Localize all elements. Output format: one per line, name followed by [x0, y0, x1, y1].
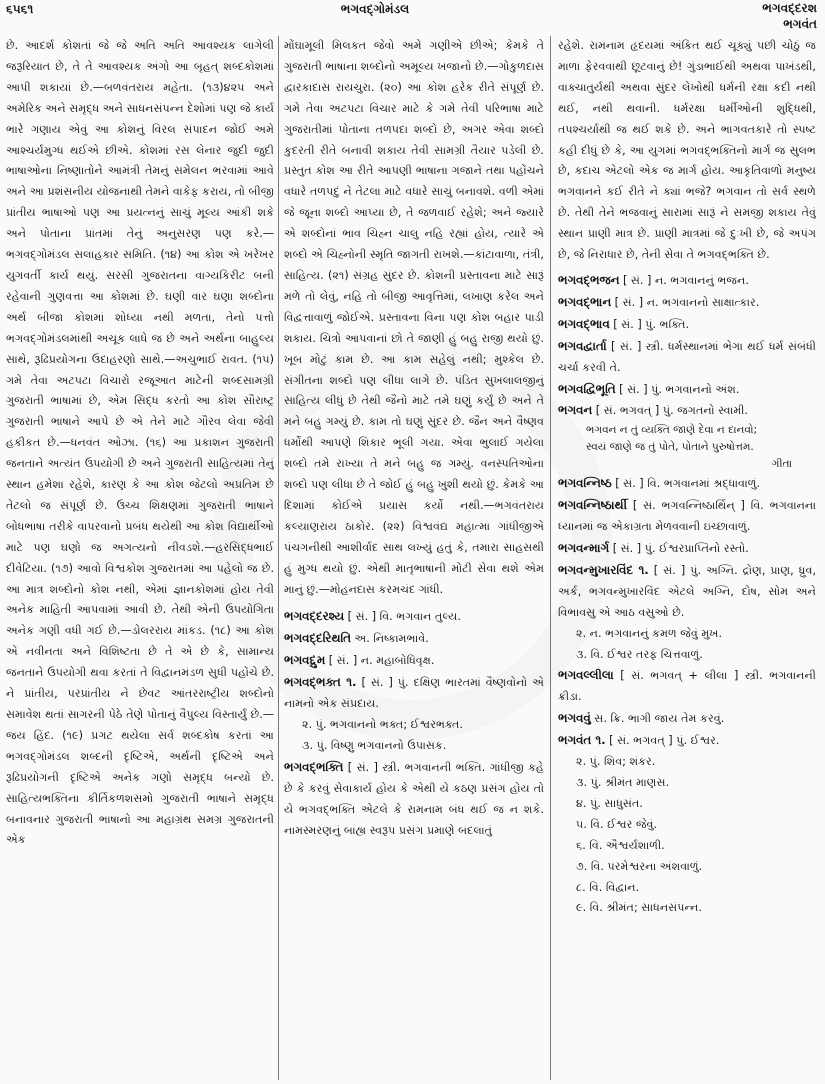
dictionary-entry [558, 665, 816, 708]
entry-definition: [ સં. ] સ્ત્રી. ધર્મસ્થાનમાં ભેગા થઈ ધર્મ સંબંધી ચર્ચા કરવી તે. [558, 339, 816, 374]
dictionary-entry [558, 400, 816, 422]
entry-headword: ભગવદ્ભાવ [558, 316, 610, 331]
dictionary-entry [558, 708, 816, 730]
running-title: ભગવદ્ગોમંડલ [340, 2, 410, 16]
entry-definition: સ. ક્રિ. ભાગી જાય તેમ કરવું. [590, 712, 725, 726]
dictionary-entry [284, 715, 544, 736]
entry-definition: ૩. પું. શ્રીમંત માણસ. [576, 776, 670, 789]
dictionary-entry [558, 794, 816, 815]
entry-definition: [ સં. ] વિ. ભગવાન તુલ્ય. [344, 610, 461, 624]
entry-headword: ભગવદ્ભાન [558, 294, 612, 309]
dictionary-entry [558, 538, 816, 560]
entry-definition: અ. નિષ્કામભાવે. [350, 632, 429, 646]
entry-definition: [ સં. ] પું. ઈશ્વરપ્રાપ્તિનો રસ્તો. [609, 542, 749, 556]
entry-headword: ભગવદ્ભજન [558, 272, 620, 287]
entry-definition: ૨. પું. શિવ; શંકર. [576, 755, 656, 769]
page-number: ૬૫૬૧ [6, 2, 34, 16]
dictionary-entry [558, 857, 816, 878]
dictionary-entry [558, 878, 816, 899]
entry-definition: [ સં. ] પું. ભક્તિ. [609, 317, 690, 331]
entry-definition: ૭. વિ. પરમેશ્વરના અંશવાળું. [576, 859, 703, 873]
entry-headword: ભગવન્નિષ્ઠાર્થી [558, 498, 627, 513]
entry-headword: ભગવલ્લીલા [558, 668, 614, 683]
dictionary-entry [558, 624, 816, 645]
dictionary-entry [558, 645, 816, 666]
verse-line-2: સ્વયં જાણે જ તું પોતે, પોતાને પુરુષોત્તમ. [586, 441, 754, 454]
column-3-entries [558, 270, 816, 422]
entry-definition: [ સં. ] ન. ભગવાનનો સાક્ષાત્કાર. [611, 295, 760, 309]
entry-definition: [ સં. ભગવત્ ] પું. જગતનો સ્વામી. [592, 404, 748, 418]
dictionary-entry [558, 379, 816, 401]
entry-definition: [ સં. ભગવત્ ] પું. ઈશ્વર. [605, 734, 720, 748]
entry-definition: [ સં. ભગવન્નિષ્ઠાર્થિન્ ] વિ. ભગવાનના ધ્યાનમાં જ એકાગ્રતા મેળવવાની ઇચ્છાવાળું. [558, 499, 816, 534]
dictionary-entry [558, 730, 816, 752]
entry-headword: ભગવદ્વાર્તા [558, 338, 607, 353]
dictionary-entry [558, 495, 816, 538]
column-1-text: છે. આદર્શ કોશતાં જે જે અતિ અતિ આવશ્યક લાગેલી જરૂરિયાત છે, તે તે આવશ્યક અંગો આ બૃહત્ શબ્દકોશમાં આપી શકાયાં છે.—બળવંતરાય મહેતા. (૧૩)૪૨૫ અને અમેરિક અને સમૃદ્ધ અને સાધનસંપન્ન દેશોમાં પણ જે કાર્ય ભારે ગણાય એવું આ કોશનું વિરલ સંપાદન જોઈ અમે આશ્ચર્યમુગ્ધ થઈએ છીએ. કોશમાં રસ લેનાર જુદી જુદી ભાષાઓના નિષ્ણાતોને આમંત્રી તેમનું સમેલન ભરવામાં આવે અને આ પ્રશંસનીય યોજનાથી તેમને વાકેફ કરાય, તો બીજી પ્રાંતીય ભાષાઓ પણ આ પ્રયત્નનું સાચું મૂલ્ય આંકી શકે અને પોતાના પ્રાંતમાં તેનું અનુસરણ પણ કરે.—ભગવદ્ગોમંડલ સલાહકાર સમિતિ. (૧૪) આ કોશ એ ખરેખર યુગવર્તી કાર્ય થયું. સરસી ગુજરાતના વાગ્યકિરીટ બની રહેવાની ગુણવત્તા આ કોશમાં છે. ઘણી વાર ઘણા શબ્દોના અર્થ બીજા કોશમાં શોધ્યા નથી મળતા, તેનો પત્તો ભગવદ્ગોમંડલમાંથી અચૂક લાધે જ છે અને અર્થના બાહુલ્ય સાથે, રૂઢિપ્રયોગના ઉદાહરણો સાથે.—અચુભાઈ રાવત. (૧૫) ગમે તેવા અટપટા વિચારો રજૂઆત માટેની શબ્દસામગ્રી ગુજરાતી ભાષામાં છે, એમ સિદ્ધ કરતો આ કોશ સૌરાષ્ટ્ર ગુજરાતી ભાષાને આપે છે એ તેને માટે ગૌરવ લેવા જેવી હકીકત છે.—ધનવંત ઓઝા. (૧૬) આ પ્રકાશન ગુજરાતી જનતાને અત્યંત ઉપયોગી છે અને ગુજરાતી સાહિત્યમાં તેનું સ્થાન હમેશા રહેશે, કારણ કે આ કોશ જેટલો અપ્રતિમ છે તેટલો જ સંપૂર્ણ છે. ઉચ્ચ શિક્ષણમાં ગુજરાતી ભાષાને બોધભાષા તરીકે વાપરવાનો પ્રબંધ થયેથી આ કોશ વિદ્યાર્થીઓ માટે પણ ઘણો જ અગત્યનો નીવડશે.—હરસિદ્ધભાઈ દીવેટિયા. (૧૭) આવો વિશ્વકોશ ગુજરાતમાં આ પહેલો જ છે. આ માત્ર શબ્દોનો કોશ નથી, એમાં જ્ઞાનકોશમાં હોય તેવી અનેક માહિતી આપવામાં આવી છે. તેથી એની ઉપયોગિતા અનેક ગણી વધી ગઈ છે.—ડોલરરાય માંકડ. (૧૮) આ કોશ એ નવીનતા અને વિશિષ્ટતા છે તે એ છે કે, સામાન્ય જનતાને ઉપયોગી થવા કરતાં તે વિદ્વાનમંડળ સુધી પહોંચે છે. ને પ્રાંતીય, પરપ્રાંતીય ને છેવટ આંતરરાષ્ટ્રીય શબ્દોનો સમાવેશ થતાં સાગરની પેઠે તેણે પોતાનું વૈપુલ્ય વિસ્તાર્યું છે.—જય હિંદ. (૧૯) પ્રગટ થયેલા સર્વ શબ્દકોષ કરતાં આ ભગવદ્ગોમંડલ શબ્દની દૃષ્ટિએ, અર્થની દૃષ્ટિએ અને રૂઢિપ્રયોગની દૃષ્ટિએ અનેક ગણો સમૃદ્ધ બન્યો છે. સાહિત્યભક્તિના કીર્તિકળશસમો ગુજરાતી ભાષાને સમૃદ્ધ બનાવનાર ગુજરાતી ભાષાનો આ મહાગ્રંથ સમગ્ર ગુજરાતની એક [6, 39, 274, 847]
column-3-lead: રહેશે. રામનામ હૃદયમાં અંકિત થઈ ચૂક્યું પછી ચોઠું જ માળા ફેરવવાથી છૂટવાનું છે! ગુંડાભાઈથી અથવા પાખંડથી, વાક્ચાતુર્યથી અથવા સુંદર લેખોથી ધર્મની રક્ષા કદી નથી થઈ, નથી થવાની. ધર્મરક્ષા ધર્મીઓની શુદ્ધિથી, તપશ્ચર્યાથી જ થઈ શકે છે. અને ભાગવતકારે તો સ્પષ્ટ કહી દીધું છે કે, આ યુગમાં ભગવદ્ભક્તિનો માર્ગ જ સુલભ છે, કદાચ એટલો એક જ માર્ગ હોય. આકૃતિવાળો મનુષ્ય ભગવાનને કઈ રીતે ને ક્યાં ભજે? ભગવાન તો સર્વ સ્થળે છે. તેથી તેને ભજવાનું સારામાં સારૂં ને સમજી શકાય તેવું સ્થાન પ્રાણી માત્ર છે. પ્રાણી માત્રમાં જે દુઃખી છે, જે અપંગ છે, જે નિરાધાર છે, તેની સેવા તે ભગવદ્ભક્તિ છે. [558, 39, 816, 262]
entry-headword: ભગવન્નિષ્ઠ [558, 476, 612, 491]
entry-headword: ભગવદ્દ્રુમ [284, 653, 326, 668]
entry-definition: ૨. પું. ભગવાનનો ભક્ત; ઈશ્વરભક્ત. [302, 718, 463, 731]
entry-headword: ભગવદ્ભક્તિ [284, 759, 344, 774]
guideword-top: ભગવદ્દરશ [762, 1, 817, 15]
entry-definition: [ સં. ] પું. ભગવાનનો અંશ. [615, 382, 740, 396]
entry-definition: [ સં. ] પું. દક્ષિણ ભારતમાં વૈષ્ણવોનો એ નામનો એક સંપ્રદાય. [284, 676, 544, 711]
column-3-entries-2 [558, 473, 816, 919]
column-2-entries [284, 606, 544, 841]
dictionary-entry [558, 336, 816, 379]
dictionary-entry [284, 606, 544, 628]
entry-definition: ૮. વિ. વિદ્વાન. [576, 880, 640, 894]
entry-definition: ૯. વિ. શ્રીમંત; સાધનસંપન્ન. [576, 901, 702, 915]
entry-definition: ૫. વિ. ઈશ્વર જેવું. [576, 817, 658, 831]
entry-definition: [ સં. ] ન. ભગવાનનું ભજન. [619, 273, 749, 287]
entry-definition: ૩. પું. વિષ્ણુ ભગવાનનો ઉપાસક. [302, 738, 447, 752]
dictionary-entry [558, 314, 816, 336]
dictionary-entry [558, 773, 816, 794]
entry-definition: ૬. વિ. ઐશ્વર્યશાળી. [576, 838, 665, 852]
entry-definition: [ સં. ] સ્ત્રી. ભગવાનની ભક્તિ. ગાંધીજી કહે છે કે કરવું સેવાકાર્ય હોય કે એથી યે કઠણ પ્રસંગ હોય તો યે ભગવદ્ભક્તિ એટલે કે રામનામ બંધ થઈ જ ન શકે. નામસ્મરણનું બાહ્ય સ્વરૂપ પ્રસંગ પ્રમાણે બદલાતું [284, 760, 544, 837]
entry-definition: ૪. પું. સાધુસંત. [576, 796, 643, 810]
dictionary-entry [284, 628, 544, 650]
entry-headword: ભગવદ્દરશ્ય [284, 609, 345, 624]
dictionary-entry [558, 473, 816, 495]
dictionary-entry [284, 650, 544, 672]
dictionary-entry [558, 270, 816, 292]
entry-headword: ભગવદ્દરિથતિ [284, 631, 351, 646]
dictionary-entry [558, 292, 816, 314]
column-2 [284, 36, 544, 1080]
column-2-text: મોંઘામૂલી મિલકત જેવો અમે ગણીએ છીએ; કેમકે તે ગુજરાતી ભાષાના શબ્દોનો અમૂલ્ય ખજાનો છે.—ગોકુળદાસ દ્વારકાદાસ રાયચુરા. (૨૦) આ કોશ હરેક રીતે સંપૂર્ણ છે. ગમે તેવા અટપટા વિચાર માટે કે ગમે તેવી પરિભાષા માટે ગુજરાતીમાં પોતાના તળપદા શબ્દો છે, અગર એવા શબ્દો કુદરતી રીતે બનાવી શકાય તેવી સામગ્રી તૈયાર પડેલી છે. પ્રસ્તુત કોશ આ રીતે આપણી ભાષાના ગજાને તથા પહોંચને વધારે તળપદું ને તેટલા માટે વધારે સાચું બનાવશે. વળી એમાં જે જૂના શબ્દો આપ્યા છે, તે જળવાઈ રહેશે; અને જ્યારે એ શબ્દોનાં ભાવ ચિહ્ન ચાલુ નહિ રહ્યાં હોય, ત્યારે એ શબ્દો એ ચિહ્નોની સ્મૃતિ જાગતી રાખશે.—કાંટાવાળા, તંત્રી, સાહિત્ય. (૨૧) સંગ્રહ સુંદર છે. કોશની પ્રસ્તાવના માટે સારૂં મળે તો લેવું, નહિ તો બીજી આવૃત્તિમાં, લખાણ કરેલ અને વિદ્વત્તાવાળું જોઈએ. પ્રસ્તાવના વિના પણ કોશ બહાર પાડી શકાય. ચિત્રો આપવાનાં છો તે જાણી હું બહુ રાજી થયો છું. ખૂબ મોટું કામ છે. આ કામ સહેલું નથી; મુશ્કેલ છે. સંગીતના શબ્દો પણ લીધા લાગે છે. પંડિત સુખલાલજીનું સાહિત્ય લીધું છે તેથી જૈનો માટે તમે ઘણું કર્યું છે અને તે મને બહુ ગમ્યું છે. કામ તો ઘણું સુંદર છે. જૈન અને વૈષ્ણવ ધર્મોથી આપણે શિકાર ભૂલી ગયા. એવા ભુલાઈ ગયેલા શબ્દો તમે રાખ્યા તે મને બહુ જ ગમ્યું. વનસ્પતિઓના શબ્દો પણ લીધા છે તે જોઈ હું બહુ ખુશી થયો છું. કેમકે આ દિશામાં કોઈએ પ્રયાસ કર્યો નથી.—ભગવંતરાય કલ્યાણરાય ઠાકોર. (૨૨) વિશ્વવંદ્ય મહાત્મા ગાંધીજીએ પંચગનીથી આશીર્વાદ સાથ લખ્યું હતું કે, તમારા સાહસથી હું મુગ્ધ થયો છું. એથી માતૃભાષાની મોટી સેવા થશે એમ માનું છું.—મોહનદાસ કરમચંદ ગાંધી. [284, 39, 544, 596]
page-header [0, 0, 825, 31]
entry-definition: ૩. વિ. ઈશ્વર તરફ ચિત્તવાળું. [576, 647, 703, 661]
entry-headword: ભગવન [558, 403, 593, 418]
dictionary-entry [558, 836, 816, 857]
column-3 [558, 36, 816, 1080]
dictionary-entry [284, 736, 544, 757]
entry-definition: [ સં. ] ન. મહાબોધિવૃક્ષ. [325, 654, 435, 668]
dictionary-entry [284, 757, 544, 842]
entry-definition: [ સં. ] પું. અગ્નિ. દ્રોણ, પ્રાણ, ધ્રુવ, અર્ક, ભગવન્મુખારવિંદ એટલે અગ્નિ, દોષ, સોમ અને વિભાવસુ એ આઠ વસુઓ છે. [558, 563, 816, 619]
dictionary-entry [558, 560, 816, 624]
entry-headword: ભગવવું [558, 711, 591, 726]
entry-definition: ૨. ન. ભગવાનનું કમળ જેવું મુખ. [576, 626, 723, 640]
entry-headword: ભગવદ્વિભૂતિ [558, 381, 616, 396]
column-1 [6, 36, 274, 1080]
dictionary-entry [558, 898, 816, 919]
dictionary-entry [558, 815, 816, 836]
entry-headword: ભગવન્મુખારવિંદ ૧. [558, 562, 649, 577]
dictionary-entry [284, 672, 544, 715]
entry-definition: [ સં. ] વિ. ભગવાનમાં શ્રદ્ધાવાળું. [611, 477, 761, 491]
column-divider-left [278, 36, 279, 1080]
dictionary-entry [558, 752, 816, 773]
verse-line-1: ભગવન ન તું વ્યક્તિ જાણે દેવા ન દાનવો; [586, 424, 758, 437]
guideword-bottom: ભગવંત [783, 17, 817, 31]
entry-headword: ભગવન્માર્ગ [558, 541, 610, 556]
column-divider-right [550, 36, 551, 1080]
verse-source: ગીતા [771, 458, 792, 471]
entry-headword: ભગવંત ૧. [558, 733, 606, 748]
entry-definition: [ સં. ભગવત્ + લીલા ] સ્ત્રી. ભગવાનની ક્રીડા. [558, 669, 816, 704]
entry-headword: ભગવદ્ભક્ત ૧. [284, 675, 357, 690]
